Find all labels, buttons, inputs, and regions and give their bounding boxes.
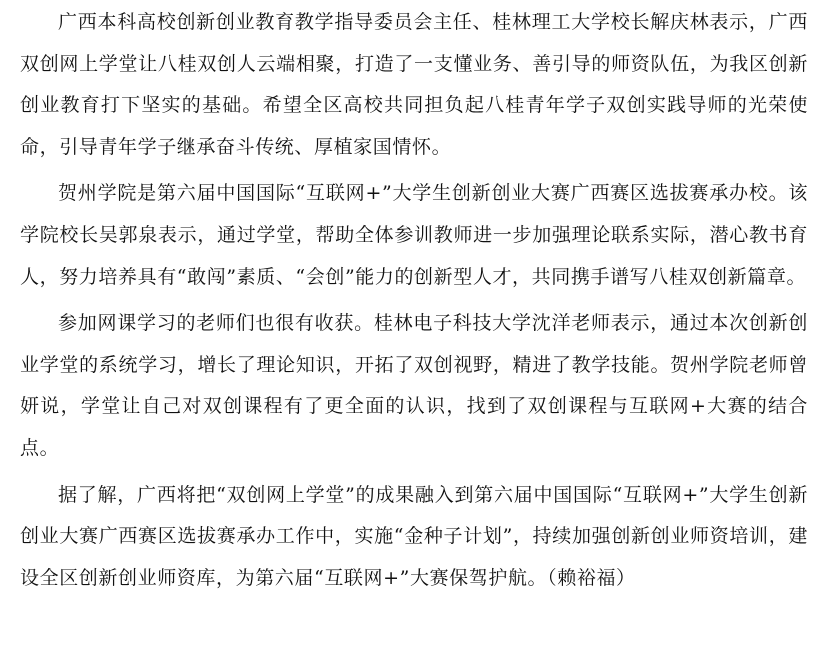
paragraph-2: 贺州学院是第六届中国国际“互联网+”大学生创新创业大赛广西赛区选拔赛承办校。该学院校长吴郭泉表示，通过学堂，帮助全体参训教师进一步加强理论联系实际，潜心教书育人，努力培养具有“敢闯”素质、“会创”能力的创新型人才，共同携手谱写八桂双创新篇章。 xyxy=(20,182,808,288)
paragraph-4: 据了解，广西将把“双创网上学堂”的成果融入到第六届中国国际“互联网+”大学生创新创业大赛广西赛区选拔赛承办工作中，实施“金种子计划”，持续加强创新创业师资培训，建设全区创新创业师资库，为第六届“互联网+”大赛保驾护航。（赖裕福） xyxy=(20,483,808,589)
paragraph-1: 广西本科高校创新创业教育教学指导委员会主任、桂林理工大学校长解庆林表示，广西双创网上学堂让八桂双创人云端相聚，打造了一支懂业务、善引导的师资队伍，为我区创新创业教育打下坚实的基础。希望全区高校共同担负起八桂青年学子双创实践导师的光荣使命，引导青年学子继承奋斗传统、厚植家国情怀。 xyxy=(20,11,808,158)
paragraph-3: 参加网课学习的老师们也很有收获。桂林电子科技大学沈洋老师表示，通过本次创新创业学堂的系统学习，增长了理论知识，开拓了双创视野，精进了教学技能。贺州学院老师曾妍说，学堂让自己对双创课程有了更全面的认识，找到了双创课程与互联网+大赛的结合点。 xyxy=(20,312,808,459)
